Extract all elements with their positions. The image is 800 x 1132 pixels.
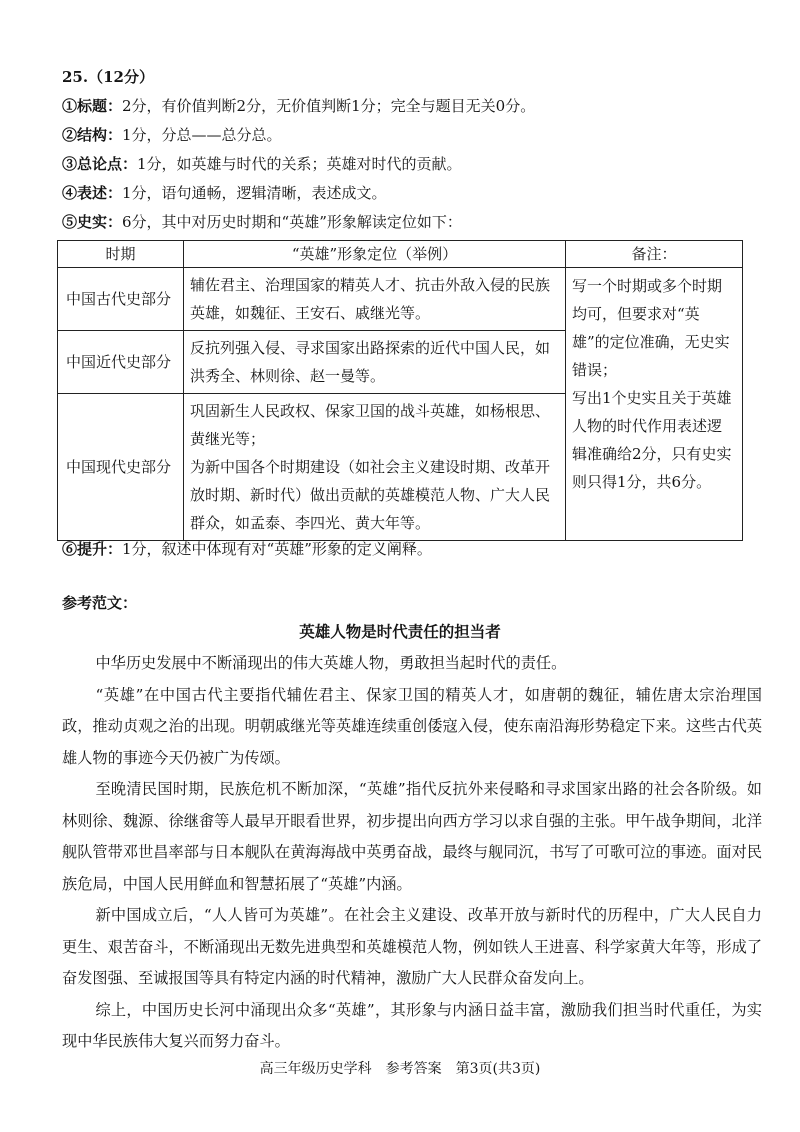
header-notes: 备注： xyxy=(566,241,743,268)
page-footer: 高三年级历史学科 参考答案 第3页(共3页) xyxy=(259,1061,541,1077)
criterion-history-facts xyxy=(62,211,462,233)
criterion-expression xyxy=(62,182,387,204)
criterion-label: ③总论点： xyxy=(62,155,138,173)
row-description: 反抗列强入侵、寻求国家出路探索的近代中国人民，如洪秀全、林则徐、赵一曼等。 xyxy=(184,331,566,394)
essay-paragraph: 新中国成立后，“人人皆可为英雄”。在社会主义建设、改革开放与新时代的历程中，广大人民自力更生、艰苦奋斗，不断涌现出无数先进典型和英雄模范人物，例如铁人王进喜、科学家黄大年等，形成了奋发图强、至诚报国等具有特定内涵的时代精神，激励广大人民群众奋发向上。 xyxy=(62,906,762,987)
row-period: 中国古代史部分 xyxy=(58,268,184,331)
essay-paragraph: 至晚清民国时期，民族危机不断加深，“英雄”指代反抗外来侵略和寻求国家出路的社会各阶级。如林则徐、魏源、徐继畬等人最早开眼看世界，初步提出向西方学习以求自强的主张。甲午战争期间，北洋舰队管带邓世昌率部与日本舰队在黄海海战中英勇奋战，最终与舰同沉，书写了可歌可泣的事迹。面对民族危局，中国人民用鲜血和智慧拓展了“英雄”内涵。 xyxy=(62,780,762,893)
criterion-text: 1分，叙述中体现有对“英雄”形象的定义阐释。 xyxy=(122,540,432,558)
criterion-label: ④表述： xyxy=(62,184,123,202)
row-description-part: 巩固新生人民政权、保家卫国的战斗英雄，如杨根思、黄继光等； xyxy=(190,402,551,448)
row-description: 辅佐君主、治理国家的精英人才、抗击外敌入侵的民族英雄，如魏征、王安石、戚继光等。 xyxy=(184,268,566,331)
header-period: 时期 xyxy=(58,241,184,268)
criterion-text: 1分，如英雄与时代的关系；英雄对时代的贡献。 xyxy=(137,155,462,173)
note-text: 写一个时期或多个时期均可，但要求对“英雄”的定位准确，无史实错误； xyxy=(572,277,730,379)
hero-positioning-table xyxy=(57,240,743,541)
table-row xyxy=(58,268,743,331)
criterion-elevation xyxy=(62,538,432,560)
criterion-structure xyxy=(62,124,282,146)
row-period: 中国近代史部分 xyxy=(58,331,184,394)
row-description xyxy=(184,394,566,541)
essay-paragraph: 中华历史发展中不断涌现出的伟大英雄人物，勇敢担当起时代的责任。 xyxy=(95,654,567,672)
criterion-text: 1分，语句通畅，逻辑清晰，表述成文。 xyxy=(122,184,387,202)
question-header xyxy=(62,66,154,88)
essay-title: 英雄人物是时代责任的担当者 xyxy=(299,622,501,641)
header-hero-positioning: “英雄”形象定位（举例） xyxy=(184,241,566,268)
question-number: 25.（12分） xyxy=(62,68,154,86)
criterion-label: ②结构： xyxy=(62,126,123,144)
criterion-text: 6分，其中对历史时期和“英雄”形象解读定位如下： xyxy=(122,213,462,231)
criterion-thesis xyxy=(62,153,462,175)
criterion-text: 2分，有价值判断2分，无价值判断1分；完全与题目无关0分。 xyxy=(122,97,536,115)
sample-essay-label: 参考范文： xyxy=(62,594,138,612)
essay-paragraph: 综上，中国历史长河中涌现出众多“英雄”，其形象与内涵日益丰富，激励我们担当时代重任，为实现中华民族伟大复兴而努力奋斗。 xyxy=(62,1000,762,1050)
criterion-text: 1分，分总——总分总。 xyxy=(122,126,282,144)
criterion-title xyxy=(62,95,535,117)
table-header-row xyxy=(58,241,743,268)
row-description-part: 为新中国各个时期建设（如社会主义建设时期、改革开放时期、新时代）做出贡献的英雄模范人物、广大人民群众，如孟泰、李四光、黄大年等。 xyxy=(190,458,551,532)
notes-cell xyxy=(566,268,743,541)
row-period: 中国现代史部分 xyxy=(58,394,184,541)
note-text: 写出1个史实且关于英雄人物的时代作用表述逻辑准确给2分，只有史实则只得1分，共6分。 xyxy=(572,389,732,491)
essay-paragraph: “英雄”在中国古代主要指代辅佐君主、保家卫国的精英人才，如唐朝的魏征，辅佐唐太宗治理国政，推动贞观之治的出现。明朝戚继光等英雄连续重创倭寇入侵，使东南沿海形势稳定下来。这些古代英雄人物的事迹今天仍被广为传颂。 xyxy=(62,685,762,767)
criterion-label: ⑥提升： xyxy=(62,540,123,558)
criterion-label: ①标题： xyxy=(62,97,123,115)
criterion-label: ⑤史实： xyxy=(62,213,123,231)
essay-body xyxy=(62,648,762,1058)
